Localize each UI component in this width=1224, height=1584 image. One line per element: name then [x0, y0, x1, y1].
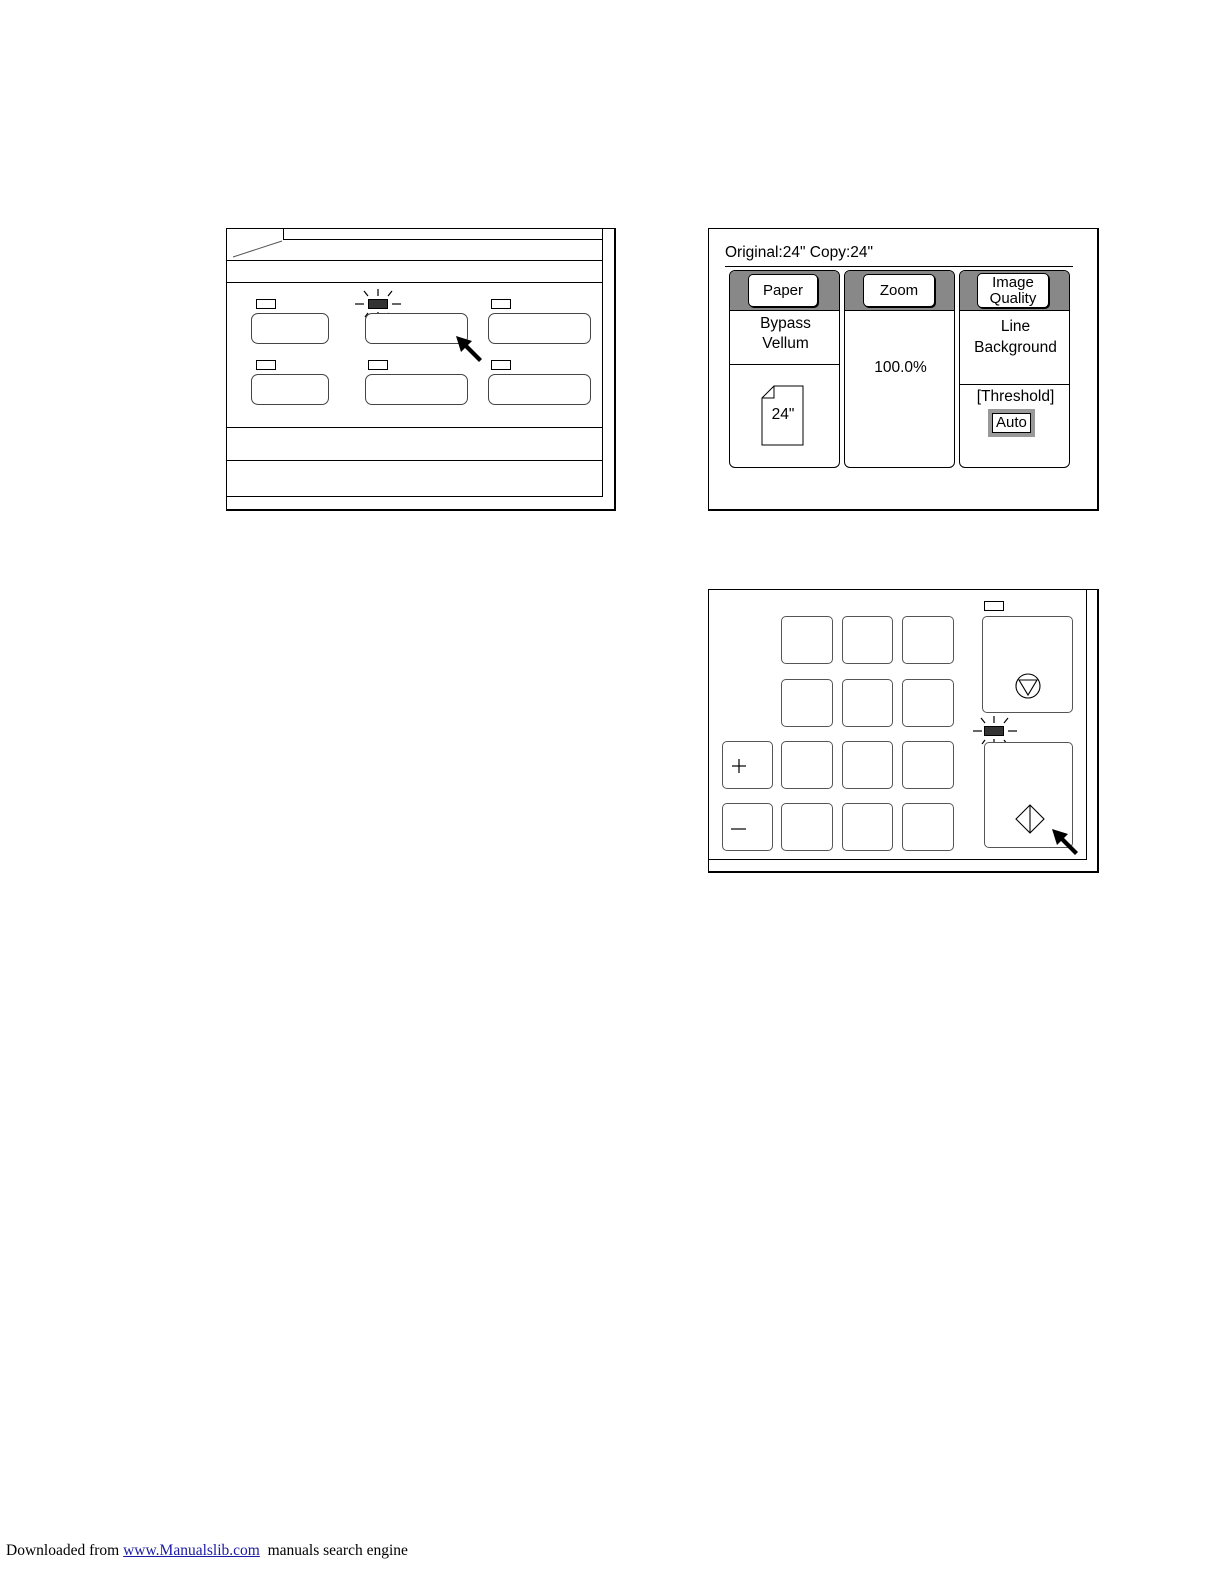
manualslib-link[interactable]: www.Manualslib.com	[123, 1542, 260, 1559]
paper-media-type	[730, 314, 840, 354]
paper-size-label: 24"	[771, 406, 795, 423]
pointer-arrow-icon	[451, 331, 487, 367]
indicator-led-5	[368, 360, 388, 370]
zoom-tab[interactable]	[863, 274, 935, 307]
numeric-key[interactable]	[842, 803, 893, 851]
numeric-key[interactable]	[781, 679, 833, 727]
tray-button-6[interactable]	[488, 374, 591, 405]
numeric-key[interactable]	[781, 616, 833, 664]
paper-column	[729, 270, 840, 468]
plus-icon	[723, 742, 774, 790]
zoom-column	[844, 270, 955, 468]
image-quality-tab-line2: Quality	[989, 290, 1037, 307]
paper-source-panel	[226, 228, 616, 511]
keypad-panel	[708, 589, 1099, 873]
indicator-led-6	[491, 360, 511, 370]
tray-button-1[interactable]	[251, 313, 329, 344]
download-footer	[6, 1542, 408, 1560]
panel-inner-border	[227, 229, 603, 497]
panel-slant-line	[227, 229, 287, 261]
keypad-inner-bottom-edge	[709, 859, 1087, 860]
tray-button-5[interactable]	[365, 374, 468, 405]
zoom-value: 100.0%	[874, 359, 927, 376]
panel-tab-line	[283, 239, 603, 240]
minus-key[interactable]	[722, 803, 773, 851]
numeric-key[interactable]	[902, 679, 954, 727]
plus-key[interactable]	[722, 741, 773, 789]
lcd-screen	[708, 228, 1099, 511]
numeric-key[interactable]	[842, 616, 893, 664]
panel-divider-1	[227, 260, 603, 261]
start-icon	[1015, 804, 1045, 834]
footer-suffix: manuals search engine	[259, 1542, 408, 1559]
numeric-key[interactable]	[781, 803, 833, 851]
paper-column-divider	[730, 364, 840, 365]
zoom-tab-label: Zoom	[879, 282, 919, 299]
image-quality-divider	[960, 384, 1070, 385]
numeric-key[interactable]	[842, 741, 893, 789]
stop-button[interactable]	[982, 616, 1073, 713]
threshold-auto-label: Auto	[992, 413, 1031, 433]
copy-status-text: Original:24" Copy:24"	[725, 244, 873, 261]
stop-indicator-led	[984, 601, 1004, 611]
footer-prefix: Downloaded from	[6, 1542, 124, 1559]
image-quality-tab[interactable]	[977, 273, 1049, 308]
keypad-inner-right-edge	[1086, 590, 1087, 860]
stop-icon	[1014, 672, 1042, 700]
tray-button-3[interactable]	[488, 313, 591, 344]
tray-button-4[interactable]	[251, 374, 329, 405]
numeric-key[interactable]	[902, 803, 954, 851]
numeric-key[interactable]	[842, 679, 893, 727]
image-quality-mode	[960, 316, 1070, 358]
image-quality-mode-line1: Line	[1000, 318, 1031, 335]
panel-divider-2	[227, 282, 603, 283]
panel-divider-3	[227, 427, 603, 428]
indicator-led-3	[491, 299, 511, 309]
image-quality-tab-line1: Image	[992, 274, 1034, 291]
paper-media-line2: Vellum	[762, 335, 809, 352]
indicator-led-1	[256, 299, 276, 309]
minus-icon	[723, 804, 774, 852]
numeric-key[interactable]	[902, 616, 954, 664]
threshold-label: [Threshold]	[976, 388, 1055, 405]
status-underline	[725, 266, 1073, 267]
threshold-auto-button[interactable]	[988, 409, 1035, 437]
image-quality-column	[959, 270, 1070, 468]
indicator-led-4	[256, 360, 276, 370]
paper-tab[interactable]	[748, 274, 818, 307]
pointer-arrow-icon	[1047, 824, 1083, 860]
panel-divider-4	[227, 460, 603, 461]
numeric-key[interactable]	[781, 741, 833, 789]
paper-tab-label: Paper	[762, 282, 804, 299]
paper-media-line1: Bypass	[760, 315, 811, 332]
numeric-key[interactable]	[902, 741, 954, 789]
image-quality-mode-line2: Background	[974, 339, 1057, 356]
